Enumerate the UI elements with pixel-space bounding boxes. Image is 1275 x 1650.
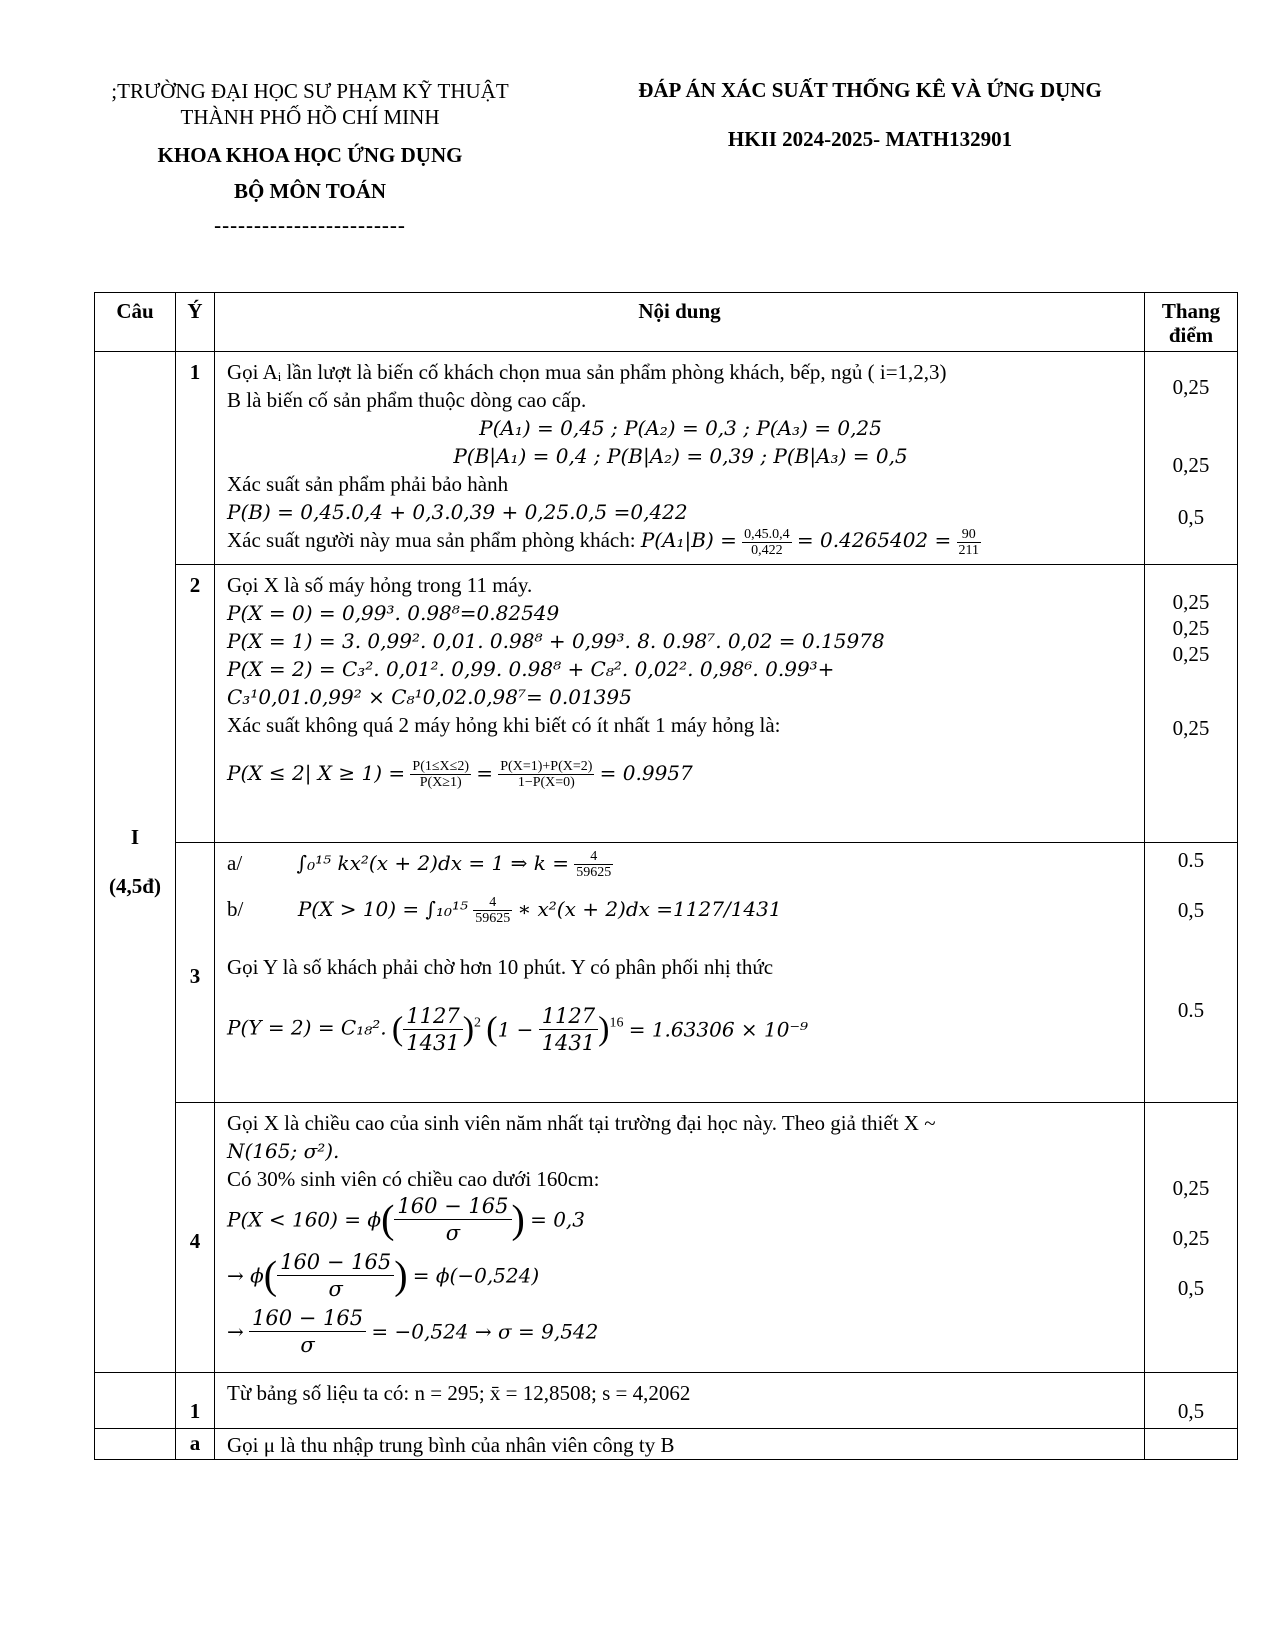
question-1-points: (4,5đ) [109, 873, 161, 898]
points-cell [1145, 842, 1238, 1102]
math-line: N(165; σ²). [227, 1138, 340, 1163]
math-line: = 0.4265402 = [796, 528, 952, 552]
table-row [95, 1102, 1238, 1372]
binomial-line: P(Y = 2) = C₁₈². ( $\frac{1127}{1431}$ )$^2$ (1 − $\frac{1127}{1431}$ )$^{16}$ = 1.63306 × 10⁻⁹ [227, 1003, 809, 1055]
part-1-content [215, 352, 1145, 565]
points-value: 0,25 [1172, 589, 1210, 614]
math-line: = 1.63306 × 10⁻⁹ [628, 1017, 809, 1042]
math-line: P(X ≤ 2| X ≥ 1) = [227, 760, 406, 785]
table-row [95, 1428, 1238, 1459]
points-cell [1145, 1102, 1238, 1372]
fraction [410, 759, 471, 790]
conditional-prob-line: P(X ≤ 2| X ≥ 1) = $\frac{P(1\le X\le 2)}{P(X\ge 1)}$ = $\frac{P(X=1)+P(X=2)}{1-P(X=0)}$ = 0.9957 [227, 759, 693, 791]
math-line: C₃¹0,01.0,99² × C₈¹0,02.0,98⁷= 0.01395 [227, 684, 632, 709]
header-points-line1: Thang [1161, 299, 1221, 323]
text-line: Gọi Aᵢ lần lượt là biến cố khách chọn mua sản phẩm phòng khách, bếp, ngủ ( i=1,2,3) [227, 360, 947, 384]
university-line1: ;TRƯỜNG ĐẠI HỌC SƯ PHẠM KỸ THUẬT [111, 79, 509, 103]
text-line: b/ [227, 896, 244, 921]
document-subtitle: HKII 2024-2025- MATH132901 [727, 127, 1013, 151]
fraction [249, 1305, 366, 1358]
header-y: Ý [176, 293, 215, 352]
denominator: 59625 [475, 911, 511, 927]
denominator: 0,422 [751, 542, 783, 558]
text-line: Từ bảng số liệu ta có: n = 295; x̄ = 12,8508; s = 4,2062 [227, 1380, 691, 1405]
math-line: = 0,3 [530, 1207, 586, 1232]
text-line: Xác suất người này mua sản phẩm phòng khách: [227, 528, 636, 552]
question-1-cell [95, 352, 176, 1373]
points-value: 0,5 [1177, 897, 1205, 922]
text-line: Xác suất sản phẩm phải bảo hành [227, 472, 509, 496]
numerator: 0,45.0,4 [744, 526, 790, 542]
math-line: P(X = 2) = C₃². 0,01². 0,99. 0.98⁸ + C₈². 0,02². 0,98⁶. 0.99³+ [227, 656, 835, 681]
header-points-line2: điểm [1168, 323, 1214, 347]
text-line: Gọi X là số máy hỏng trong 11 máy. [227, 572, 533, 597]
numerator: 160 − 165 [277, 1249, 394, 1276]
text-line: Có 30% sinh viên có chiều cao dưới 160cm: [227, 1166, 600, 1191]
fraction [498, 759, 594, 790]
part-number: 3 [176, 842, 215, 1102]
points-value: 0,25 [1172, 453, 1210, 477]
part-number: 4 [176, 1102, 215, 1372]
math-line: = 0.9957 [599, 760, 693, 785]
math-line: ∗ x²(x + 2)dx =1127/1431 [517, 896, 782, 921]
math-line: P(X < 160) = ϕ [227, 1207, 382, 1232]
numerator: 160 − 165 [249, 1305, 366, 1332]
points-value: 0.5 [1177, 997, 1205, 1022]
part-number: 1 [176, 1372, 215, 1428]
fraction [742, 527, 792, 558]
points-value: 0,5 [1145, 1372, 1238, 1428]
math-line: ∫₀¹⁵ kx²(x + 2)dx = 1 ⇒ k = [296, 850, 569, 875]
math-line: P(B) = 0,45.0,4 + 0,3.0,39 + 0,25.0,5 =0,422 [227, 500, 688, 524]
text-line: a/ [227, 850, 243, 875]
numerator: 1127 [539, 1003, 598, 1030]
fraction [403, 1003, 462, 1056]
points-cell [1145, 352, 1238, 565]
numerator: 4 [473, 895, 512, 911]
numerator: 1127 [403, 1003, 462, 1030]
denominator: 1431 [541, 1030, 596, 1055]
question-2-cell [95, 1428, 176, 1459]
denominator: 1−P(X=0) [517, 775, 575, 791]
q2-part-1-content [215, 1372, 1145, 1428]
integral-line-b [227, 889, 1134, 953]
denominator: 59625 [576, 865, 612, 881]
table-header-row [95, 293, 1238, 352]
math-line: P(Y = 2) = C₁₈². [227, 1015, 387, 1039]
math-line: → ϕ [227, 1263, 264, 1288]
denominator: σ [300, 1332, 315, 1357]
conditional-prob-line [227, 526, 1134, 558]
fraction [473, 895, 512, 926]
text-line: Xác suất không quá 2 máy hỏng khi biết có ít nhất 1 máy hỏng là: [227, 712, 781, 737]
fraction [277, 1249, 394, 1302]
denominator: 1431 [406, 1030, 460, 1055]
denominator: σ [445, 1220, 461, 1245]
numerator: 90 [957, 527, 981, 543]
table-row [95, 352, 1238, 565]
points-value: 0.5 [1177, 847, 1205, 872]
part-2-content [215, 564, 1145, 842]
department-name: BỘ MÔN TOÁN [233, 179, 387, 203]
normal-line-1: P(X < 160) = ϕ( $\frac{160 - 165}{\sigma}$ ) = 0,3 [227, 1193, 586, 1245]
faculty-name: KHOA KHOA HỌC ỨNG DỤNG [157, 143, 463, 167]
table-row [95, 1372, 1238, 1428]
university-line2: THÀNH PHỐ HỒ CHÍ MINH [180, 105, 440, 129]
question-2-cell [95, 1372, 176, 1428]
header-points [1145, 293, 1238, 352]
table-row [95, 564, 1238, 842]
text-line: B là biến cố sản phẩm thuộc dòng cao cấp. [227, 388, 587, 412]
document-title: ĐÁP ÁN XÁC SUẤT THỐNG KÊ VÀ ỨNG DỤNG [638, 78, 1102, 102]
text-line: Gọi X là chiều cao của sinh viên năm nhất tại trường đại học này. Theo giả thiết X ~ [227, 1110, 936, 1135]
math-line: P(A₁) = 0,45 ; P(A₂) = 0,3 ; P(A₃) = 0,25 [479, 416, 882, 440]
math-line: P(X = 1) = 3. 0,99². 0,01. 0.98⁸ + 0,99³. 8. 0.98⁷. 0,02 = 0.15978 [227, 628, 885, 653]
part-3-content [215, 842, 1145, 1102]
points-value: 0,5 [1177, 505, 1205, 529]
fraction [539, 1003, 598, 1056]
fraction [957, 527, 981, 558]
part-4-content [215, 1102, 1145, 1372]
text-line: Gọi μ là thu nhập trung bình của nhân viên công ty B [215, 1428, 1145, 1459]
header-divider: ------------------------ [214, 213, 406, 237]
answer-table [94, 292, 1238, 1460]
math-line: P(X = 0) = 0,99³. 0.98⁸=0.82549 [227, 600, 560, 625]
fraction [394, 1193, 511, 1246]
text-line: Gọi Y là số khách phải chờ hơn 10 phút. Y có phân phối nhị thức [227, 954, 774, 979]
denominator: P(X≥1) [419, 775, 462, 791]
points-value: 0,25 [1172, 615, 1210, 640]
points-cell [1145, 1428, 1238, 1459]
numerator: P(1≤X≤2) [412, 759, 469, 775]
points-value: 0,5 [1177, 1275, 1205, 1300]
header-right [590, 78, 1150, 152]
part-number: a [176, 1428, 215, 1459]
math-line: → [227, 1319, 244, 1344]
points-value: 0,25 [1172, 1225, 1210, 1250]
part-number: 1 [176, 352, 215, 565]
denominator: 211 [958, 542, 980, 558]
math-line: = −0,524 → σ = 9,542 [371, 1319, 599, 1344]
fraction [574, 849, 613, 880]
math-line: P(A₁|B) = [640, 528, 737, 552]
points-value: 0,25 [1172, 1175, 1210, 1200]
math-line: P(B|A₁) = 0,4 ; P(B|A₂) = 0,39 ; P(B|A₃) = 0,5 [453, 444, 908, 468]
denominator: σ [328, 1276, 343, 1301]
normal-line-2: → ϕ( $\frac{160 - 165}{\sigma}$ ) = ϕ(−0,524) [227, 1249, 540, 1301]
part-number: 2 [176, 564, 215, 842]
math-line: P(X > 10) = ∫₁₀¹⁵ [297, 896, 469, 921]
header-content: Nội dung [215, 293, 1145, 352]
points-value: 0,25 [1172, 715, 1210, 740]
numerator: P(X=1)+P(X=2) [500, 759, 593, 775]
question-1-label: I [130, 824, 140, 849]
normal-line-3 [227, 1305, 1134, 1361]
points-value: 0,25 [1172, 641, 1210, 666]
math-line: = ϕ(−0,524) [412, 1263, 540, 1288]
header-left [60, 78, 560, 238]
numerator: 160 − 165 [394, 1193, 511, 1220]
points-cell [1145, 564, 1238, 842]
table-row [95, 842, 1238, 1102]
header-cau: Câu [95, 293, 176, 352]
points-value: 0,25 [1172, 375, 1210, 399]
integral-line-a [227, 849, 1134, 889]
numerator: 4 [574, 849, 613, 865]
